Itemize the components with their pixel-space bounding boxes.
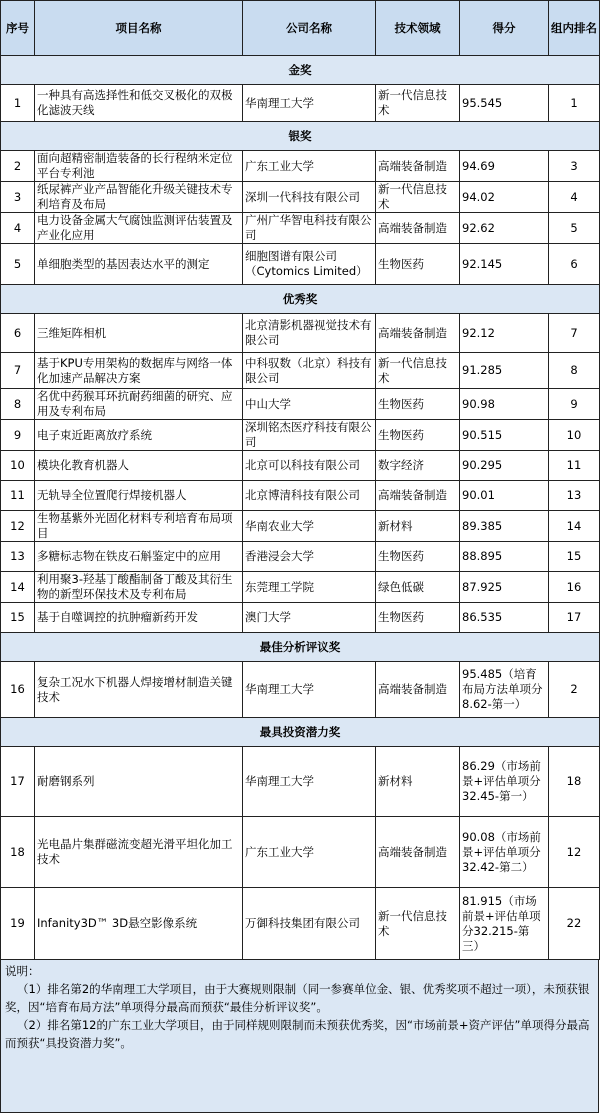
cell-rank: 3	[549, 151, 600, 182]
cell-score: 90.08（市场前景+评估单项分32.42-第二）	[460, 817, 549, 888]
table-row	[1, 85, 600, 122]
cell-field: 新一代信息技术	[376, 353, 460, 389]
header-company: 公司名称	[243, 1, 376, 56]
cell-no: 7	[1, 353, 35, 389]
cell-project: 面向超精密制造装备的长行程纳米定位平台专利池	[35, 151, 243, 182]
table-row	[1, 420, 600, 451]
cell-field: 新一代信息技术	[376, 888, 460, 960]
cell-score: 90.98	[460, 389, 549, 420]
cell-no: 11	[1, 481, 35, 511]
cell-score: 87.925	[460, 572, 549, 603]
cell-score: 90.515	[460, 420, 549, 451]
cell-field: 新材料	[376, 511, 460, 542]
note-item: （1）排名第2的华南理工大学项目，由于大赛规则限制（同一参赛单位金、银、优秀奖项不超过一项），未预获银奖，因“培育布局方法”单项得分最高而预获“最佳分析评议奖”。	[5, 982, 590, 1014]
cell-company: 香港浸会大学	[243, 542, 376, 572]
cell-field: 生物医药	[376, 420, 460, 451]
header-score: 得分	[460, 1, 549, 56]
table-row	[1, 244, 600, 285]
cell-project: 生物基紫外光固化材料专利培育布局项目	[35, 511, 243, 542]
section-row	[1, 122, 600, 151]
cell-project: 电子束近距离放疗系统	[35, 420, 243, 451]
section-row	[1, 718, 600, 747]
cell-score: 94.02	[460, 182, 549, 213]
section-title: 最佳分析评议奖	[1, 633, 600, 662]
cell-no: 14	[1, 572, 35, 603]
cell-project: 名优中药猴耳环抗耐药细菌的研究、应用及专利布局	[35, 389, 243, 420]
cell-no: 1	[1, 85, 35, 122]
cell-score: 94.69	[460, 151, 549, 182]
cell-field: 生物医药	[376, 244, 460, 285]
cell-project: 复杂工况水下机器人焊接增材制造关键技术	[35, 662, 243, 718]
table-header-row	[1, 1, 600, 56]
cell-project: 一种具有高选择性和低交叉极化的双极化滤波天线	[35, 85, 243, 122]
cell-score: 86.29（市场前景+评估单项分32.45-第一）	[460, 747, 549, 817]
cell-field: 高端装备制造	[376, 151, 460, 182]
cell-no: 19	[1, 888, 35, 960]
header-rank: 组内排名	[549, 1, 600, 56]
cell-no: 16	[1, 662, 35, 718]
cell-project: 模块化教育机器人	[35, 451, 243, 481]
table-row	[1, 603, 600, 633]
cell-field: 新材料	[376, 747, 460, 817]
cell-field: 新一代信息技术	[376, 182, 460, 213]
cell-no: 17	[1, 747, 35, 817]
header-field: 技术领域	[376, 1, 460, 56]
cell-company: 深圳一代科技有限公司	[243, 182, 376, 213]
section-title: 最具投资潜力奖	[1, 718, 600, 747]
cell-company: 广州广华智电科技有限公司	[243, 213, 376, 244]
cell-project: 耐磨钢系列	[35, 747, 243, 817]
cell-company: 华南理工大学	[243, 85, 376, 122]
cell-rank: 7	[549, 314, 600, 353]
cell-field: 高端装备制造	[376, 662, 460, 718]
table-row	[1, 314, 600, 353]
cell-field: 高端装备制造	[376, 817, 460, 888]
cell-rank: 11	[549, 451, 600, 481]
cell-field: 高端装备制造	[376, 213, 460, 244]
table-row	[1, 888, 600, 960]
cell-company: 中山大学	[243, 389, 376, 420]
notes-title: 说明：	[5, 964, 40, 978]
cell-score: 92.145	[460, 244, 549, 285]
cell-rank: 17	[549, 603, 600, 633]
cell-project: 基于KPU专用架构的数据库与网络一体化加速产品解决方案	[35, 353, 243, 389]
cell-rank: 5	[549, 213, 600, 244]
cell-rank: 10	[549, 420, 600, 451]
cell-project: 三维矩阵相机	[35, 314, 243, 353]
section-row	[1, 633, 600, 662]
section-title: 金奖	[1, 56, 600, 85]
cell-company: 万御科技集团有限公司	[243, 888, 376, 960]
cell-company: 广东工业大学	[243, 817, 376, 888]
cell-no: 5	[1, 244, 35, 285]
cell-score: 95.545	[460, 85, 549, 122]
cell-company: 华南理工大学	[243, 662, 376, 718]
table-row	[1, 572, 600, 603]
cell-no: 2	[1, 151, 35, 182]
cell-company: 华南理工大学	[243, 747, 376, 817]
cell-rank: 6	[549, 244, 600, 285]
section-title: 银奖	[1, 122, 600, 151]
section-row	[1, 285, 600, 314]
table-row	[1, 542, 600, 572]
cell-rank: 18	[549, 747, 600, 817]
cell-company: 澳门大学	[243, 603, 376, 633]
table-row	[1, 213, 600, 244]
cell-no: 10	[1, 451, 35, 481]
cell-field: 高端装备制造	[376, 314, 460, 353]
cell-no: 4	[1, 213, 35, 244]
cell-rank: 13	[549, 481, 600, 511]
cell-project: 纸尿裤产业产品智能化升级关键技术专利培育及布局	[35, 182, 243, 213]
cell-field: 新一代信息技术	[376, 85, 460, 122]
table-row	[1, 451, 600, 481]
table-row	[1, 662, 600, 718]
header-project: 项目名称	[35, 1, 243, 56]
cell-score: 95.485（培育布局方法单项分8.62-第一）	[460, 662, 549, 718]
table-row	[1, 817, 600, 888]
cell-rank: 14	[549, 511, 600, 542]
cell-field: 生物医药	[376, 603, 460, 633]
cell-company: 华南农业大学	[243, 511, 376, 542]
cell-project: 光电晶片集群磁流变超光滑平坦化加工技术	[35, 817, 243, 888]
cell-score: 90.295	[460, 451, 549, 481]
cell-score: 88.895	[460, 542, 549, 572]
cell-score: 89.385	[460, 511, 549, 542]
cell-field: 生物医药	[376, 542, 460, 572]
note-item: （2）排名第12的广东工业大学项目，由于同样规则限制而未预获优秀奖，因“市场前景+资产评估”单项得分最高而预获“具投资潜力奖”。	[5, 1018, 590, 1050]
cell-company: 北京可以科技有限公司	[243, 451, 376, 481]
table-row	[1, 182, 600, 213]
cell-rank: 15	[549, 542, 600, 572]
cell-score: 92.12	[460, 314, 549, 353]
cell-no: 9	[1, 420, 35, 451]
cell-rank: 12	[549, 817, 600, 888]
cell-rank: 9	[549, 389, 600, 420]
cell-company: 广东工业大学	[243, 151, 376, 182]
cell-no: 15	[1, 603, 35, 633]
cell-rank: 22	[549, 888, 600, 960]
cell-no: 8	[1, 389, 35, 420]
table-row	[1, 389, 600, 420]
cell-score: 92.62	[460, 213, 549, 244]
table-row	[1, 353, 600, 389]
cell-no: 12	[1, 511, 35, 542]
cell-rank: 2	[549, 662, 600, 718]
cell-no: 18	[1, 817, 35, 888]
cell-no: 13	[1, 542, 35, 572]
cell-company: 深圳铭杰医疗科技有限公司	[243, 420, 376, 451]
cell-company: 细胞图谱有限公司（Cytomics Limited）	[243, 244, 376, 285]
header-no: 序号	[1, 1, 35, 56]
cell-rank: 16	[549, 572, 600, 603]
cell-rank: 4	[549, 182, 600, 213]
cell-field: 绿色低碳	[376, 572, 460, 603]
cell-project: 基于自噬调控的抗肿瘤新药开发	[35, 603, 243, 633]
cell-project: 多糖标志物在铁皮石斛鉴定中的应用	[35, 542, 243, 572]
table-row	[1, 481, 600, 511]
cell-score: 90.01	[460, 481, 549, 511]
section-title: 优秀奖	[1, 285, 600, 314]
cell-project: 单细胞类型的基因表达水平的测定	[35, 244, 243, 285]
cell-rank: 1	[549, 85, 600, 122]
cell-no: 6	[1, 314, 35, 353]
cell-project: 利用聚3-羟基丁酸酯制备丁酸及其衍生物的新型环保技术及专利布局	[35, 572, 243, 603]
cell-no: 3	[1, 182, 35, 213]
cell-project: 电力设备金属大气腐蚀监测评估装置及产业化应用	[35, 213, 243, 244]
cell-project: Infanity3D™ 3D悬空影像系统	[35, 888, 243, 960]
cell-field: 高端装备制造	[376, 481, 460, 511]
cell-company: 东莞理工学院	[243, 572, 376, 603]
cell-score: 86.535	[460, 603, 549, 633]
notes-panel	[0, 960, 599, 1113]
cell-field: 生物医药	[376, 389, 460, 420]
cell-company: 北京博清科技有限公司	[243, 481, 376, 511]
cell-field: 数字经济	[376, 451, 460, 481]
table-row	[1, 511, 600, 542]
cell-score: 91.285	[460, 353, 549, 389]
cell-project: 无轨导全位置爬行焊接机器人	[35, 481, 243, 511]
table-row	[1, 747, 600, 817]
cell-score: 81.915（市场前景+评估单项分32.215-第三）	[460, 888, 549, 960]
section-row	[1, 56, 600, 85]
table-row	[1, 151, 600, 182]
cell-company: 中科驭数（北京）科技有限公司	[243, 353, 376, 389]
cell-company: 北京清影机器视觉技术有限公司	[243, 314, 376, 353]
cell-rank: 8	[549, 353, 600, 389]
